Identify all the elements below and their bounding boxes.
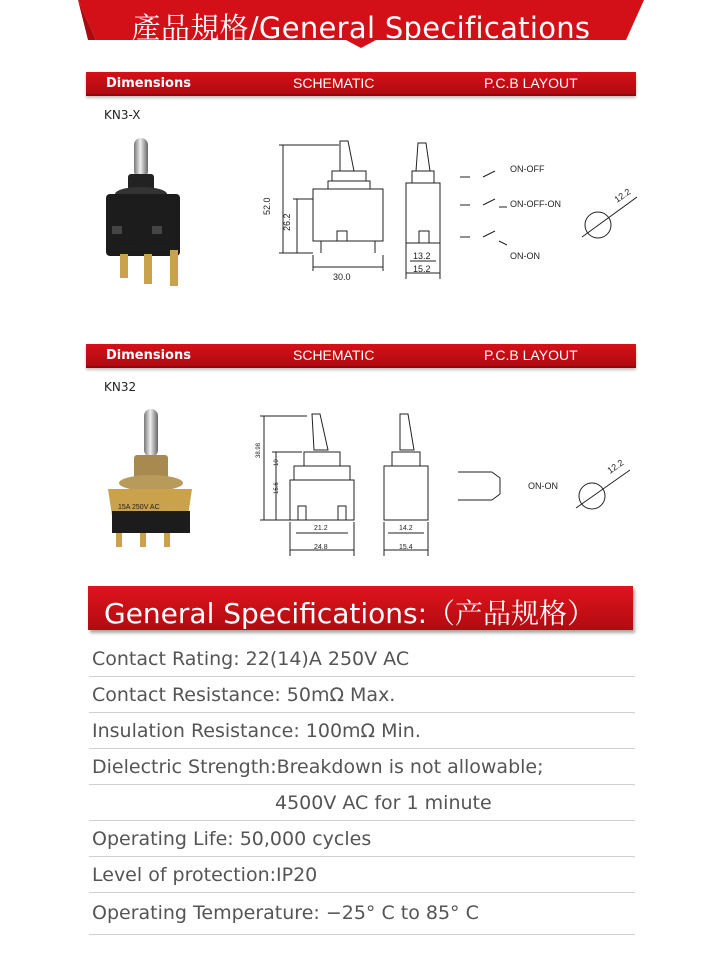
top-banner [78,0,644,48]
spec-text: Insulation Resistance: 100mΩ Min. [92,720,421,742]
spec-text: Contact Rating: 22(14)A 250V AC [92,648,410,670]
spec-row [89,640,635,677]
spec-text: Operating Temperature: −25° C to 85° C [92,902,479,924]
schematic-drawing-kn3x [255,135,650,295]
spec-row [89,894,635,935]
product-print: 15A 250V AC [118,504,160,511]
dim-height-total: 52.0 [262,197,272,215]
spec-text: Level of protection:IP20 [92,864,318,886]
model-name: KN3-X [104,108,141,122]
dim-height-a: 10 [274,459,280,466]
spec-row [89,856,635,893]
spec-row [89,820,635,857]
product-print: KN3-C-101 15A 250VAC [114,246,169,252]
section-1-header-bar [86,72,636,96]
circuit-label-1: ON-OFF [510,164,545,174]
spec-row [89,748,635,785]
schematic-label: SCHEMATIC [293,347,375,363]
dim-height-total: 38.98 [256,442,262,458]
section-2-header-bar [86,344,636,368]
dimensions-label: Dimensions [106,348,191,363]
dim-side-inner: 13.2 [413,251,431,261]
dim-width: 30.0 [333,272,351,282]
spec-text: 4500V AC for 1 minute [275,792,492,814]
circuit-label-3: ON-ON [510,251,540,261]
circuit-label-1: ON-ON [528,481,558,491]
dim-side-inner: 14.2 [399,525,413,532]
spec-row [89,784,635,821]
dimensions-label: Dimensions [106,76,191,91]
schematic-label: SCHEMATIC [293,75,375,91]
schematic-drawing-kn32 [252,408,647,563]
pcb-dim: 12.2 [612,186,633,205]
general-specs-title: General Specifications:（产品规格） [104,597,596,630]
circuit-label-2: ON-OFF-ON [510,199,561,209]
general-specs-header [88,586,633,630]
pcb-dim: 12.2 [605,457,626,476]
dim-height-body: 26.2 [282,213,292,231]
pcb-layout-label: P.C.B LAYOUT [484,347,578,363]
spec-row [89,712,635,749]
model-name: KN32 [104,380,137,394]
toggle-switch-photo-kn32 [100,405,210,555]
spec-text: Contact Resistance: 50mΩ Max. [92,684,396,706]
dim-side-outer: 15.4 [399,544,413,551]
spec-row [89,676,635,713]
toggle-switch-photo-kn3x [100,130,210,305]
spec-text: Operating Life: 50,000 cycles [92,828,372,850]
pcb-layout-label: P.C.B LAYOUT [484,75,578,91]
spec-text: Dielectric Strength:Breakdown is not allowable; [92,756,544,778]
dim-height-b: 15.6 [274,482,280,494]
dim-side-outer: 15.2 [413,264,431,274]
banner-title: 產品規格/General Specifications [131,11,591,45]
dim-width-inner: 21.2 [314,525,328,532]
dim-width-outer: 24.8 [314,544,328,551]
